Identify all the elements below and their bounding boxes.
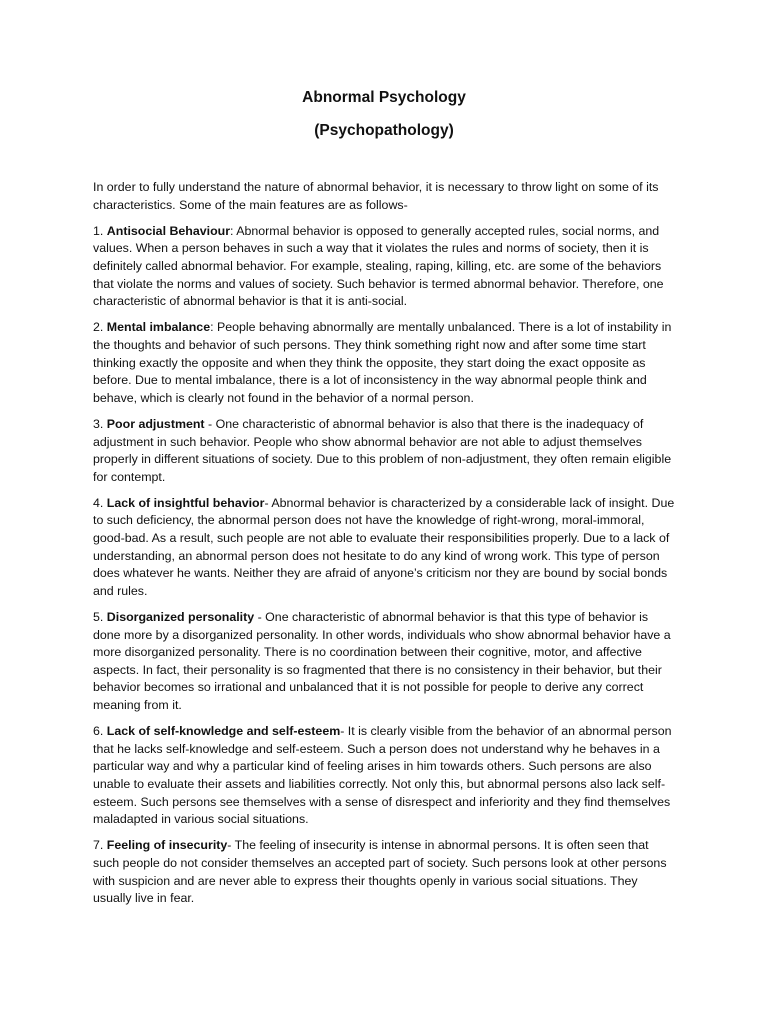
item-number: 7. [93, 838, 104, 853]
item-text: - Abnormal behavior is characterized by a considerable lack of insight. Due to such deficiency, the abnormal person does not have the knowledge of right-wrong, moral-immoral, good-bad. As a result, such people are not able to evaluate their responsibilities properly. Due to a lack of understanding, an abnormal person does not hesitate to do any kind of wrong work. This type of person does whatever he wants. Neither they are afraid of anyone’s criticism nor they are bound by social bonds and rules. [93, 495, 675, 598]
item-text: : People behaving abnormally are mentally unbalanced. There is a lot of instability in the thoughts and behavior of such persons. They think something right now and after some time start thinking exactly the opposite and when they think the opposite, they start doing the exact opposite as before. Due to mental imbalance, there is a lot of inconsistency in the way abnormal people think and behave, which is clearly not found in the behavior of a normal person. [93, 320, 672, 405]
item-text: - The feeling of insecurity is intense in abnormal persons. It is often seen that such people do not consider themselves an accepted part of society. Such persons look at other persons with suspicion and are never able to express their thoughts openly in various social situations. They usually live in fear. [93, 838, 667, 906]
item-number: 6. [93, 724, 104, 739]
page-subtitle: (Psychopathology) [314, 122, 454, 139]
list-item-disorganized-personality [93, 609, 677, 715]
item-heading: Lack of insightful behavior [106, 495, 265, 510]
item-text: - One characteristic of abnormal behavior is that this type of behavior is done more by a disorganized personality. In other words, individuals who show abnormal behavior have a more disorganized personality. There is no coordination between their cognitive, motor, and affective aspects. In fact, their personality is so fragmented that there is no consistency in their behavior, but their behavior becomes so irrational and unbalanced that it is not possible for people to derive any correct meaning from it. [93, 610, 671, 712]
item-number: 5. [93, 610, 104, 625]
item-heading: Poor adjustment [106, 416, 205, 431]
list-item-lack-of-insightful-behavior [93, 495, 677, 601]
page-title: Abnormal Psychology [302, 89, 466, 106]
item-number: 3. [93, 416, 104, 431]
item-heading: Antisocial Behaviour [106, 223, 231, 238]
item-heading: Mental imbalance [106, 320, 211, 335]
item-heading: Lack of self-knowledge and self-esteem [106, 724, 341, 739]
item-number: 1. [93, 223, 104, 238]
list-item-antisocial-behaviour [93, 223, 677, 311]
item-heading: Disorganized personality [106, 610, 255, 625]
item-heading: Feeling of insecurity [106, 838, 228, 853]
list-item-poor-adjustment [93, 416, 677, 486]
item-text: - One characteristic of abnormal behavior is also that there is the inadequacy of adjustment in such behavior. People who show abnormal behavior are not able to adjust themselves properly in different situations of society. Due to this problem of non-adjustment, they often remain eligible for contempt. [93, 416, 672, 484]
list-item-feeling-of-insecurity [93, 837, 677, 907]
list-item-mental-imbalance [93, 319, 677, 407]
item-text: : Abnormal behavior is opposed to generally accepted rules, social norms, and values. When a person behaves in such a way that it violates the rules and norms of society, then it is definitely called abnormal behavior. For example, stealing, raping, killing, etc. are some of the behaviors that violate the norms and values of society. Such behavior is termed abnormal behavior. Therefore, one characteristic of abnormal behavior is that it is anti-social. [93, 223, 664, 309]
document-body [93, 179, 677, 916]
item-number: 2. [93, 320, 104, 335]
list-item-lack-of-self-knowledge [93, 723, 677, 829]
intro-paragraph: In order to fully understand the nature of abnormal behavior, it is necessary to throw light on some of its characteristics. Some of the main features are as follows- [93, 180, 659, 212]
item-text: - It is clearly visible from the behavior of an abnormal person that he lacks self-knowledge and self-esteem. Such a person does not understand why he behaves in a particular way and why a particular kind of feeling arises in him towards others. Such persons are also unable to evaluate their assets and liabilities correctly. Not only this, but abnormal persons also lack self-esteem. Such persons see themselves with a sense of disrespect and inferiority and they find themselves maladapted in various social situations. [93, 724, 672, 827]
item-number: 4. [93, 495, 104, 510]
